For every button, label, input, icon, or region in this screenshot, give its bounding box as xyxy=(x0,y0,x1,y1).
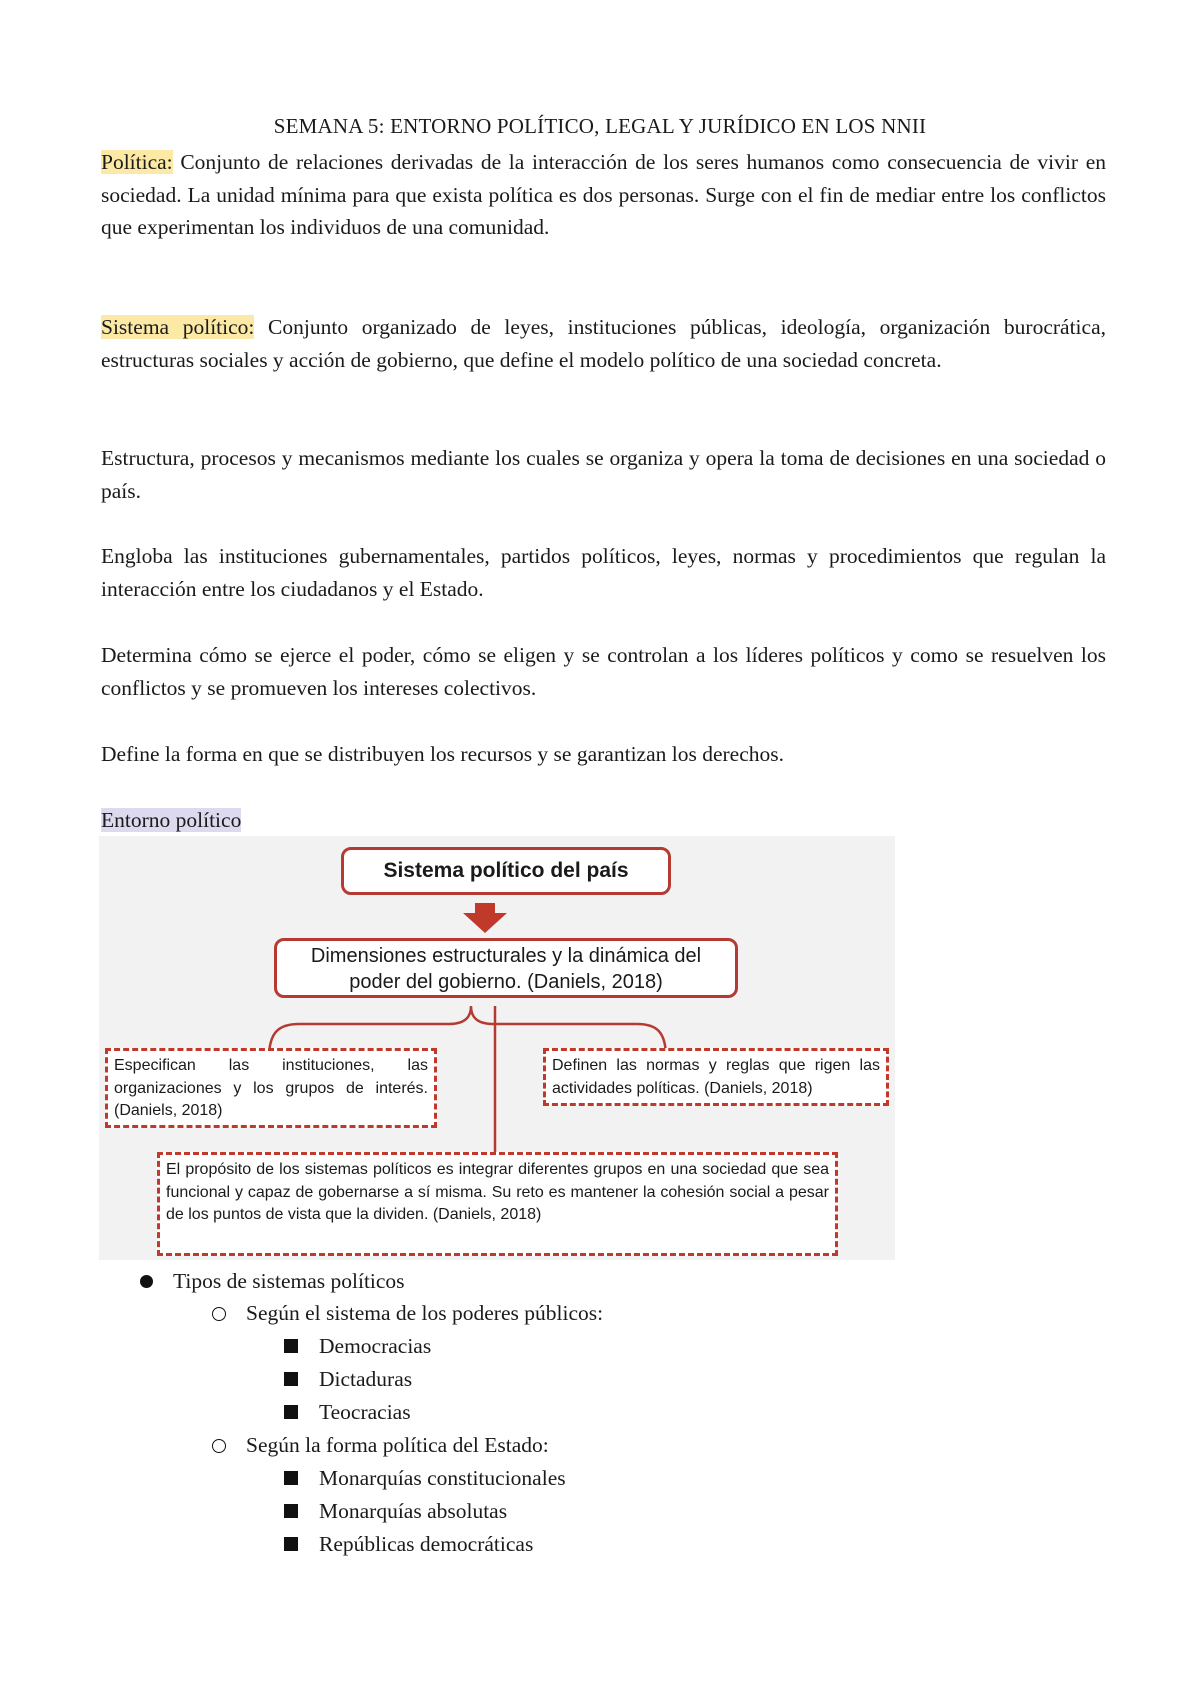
bottom-box xyxy=(157,1152,838,1256)
list-item: Monarquías absolutas xyxy=(319,1499,508,1523)
paragraph-estructura: Estructura, procesos y mecanismos mediante los cuales se organiza y opera la toma de decisiones en una sociedad o país. xyxy=(101,446,1106,503)
middle-box xyxy=(274,938,738,998)
definition-politica: Conjunto de relaciones derivadas de la interacción de los seres humanos como consecuencia de vivir en sociedad. La unidad mínima para que exista política es dos personas. Surge con el fin de mediar entre los conflictos que experimentan los individuos de una comunidad. xyxy=(101,150,1106,239)
left-box-text: Especifican las instituciones, las organizaciones y los grupos de interés. (Daniels, 2018) xyxy=(114,1057,428,1119)
square-bullet-icon xyxy=(284,1405,298,1419)
square-bullet-icon xyxy=(284,1372,298,1386)
bottom-box-text: El propósito de los sistemas políticos es integrar diferentes grupos en una sociedad que sea funcional y capaz de gobernarse a sí misma. Su reto es mantener la cohesión social a pesar de los puntos de vista que la dividen. (Daniels, 2018) xyxy=(166,1161,829,1223)
paragraph-sistema-politico xyxy=(101,311,1106,376)
left-box xyxy=(105,1048,437,1128)
right-box xyxy=(543,1048,889,1106)
paragraph-politica xyxy=(101,146,1106,244)
square-bullet-icon xyxy=(284,1471,298,1485)
list-item: Monarquías constitucionales xyxy=(319,1466,566,1490)
list-item: Dictaduras xyxy=(319,1367,413,1391)
list-item: Repúblicas democráticas xyxy=(319,1532,534,1556)
middle-box-line2: poder del gobierno. (Daniels, 2018) xyxy=(349,971,663,993)
term-sistema-politico: Sistema político: xyxy=(101,315,255,339)
disc-bullet-icon xyxy=(140,1275,153,1288)
right-box-text: Definen las normas y reglas que rigen las actividades políticas. (Daniels, 2018) xyxy=(552,1057,880,1097)
list-group-label: Según el sistema de los poderes públicos: xyxy=(246,1301,604,1325)
square-bullet-icon xyxy=(284,1339,298,1353)
political-system-diagram xyxy=(99,836,895,1260)
square-bullet-icon xyxy=(284,1537,298,1551)
square-bullet-icon xyxy=(284,1504,298,1518)
paragraph-define: Define la forma en que se distribuyen los recursos y se garantizan los derechos. xyxy=(101,742,784,766)
list-group-label: Según la forma política del Estado: xyxy=(246,1433,549,1457)
section-heading xyxy=(101,804,241,837)
list-item: Teocracias xyxy=(319,1400,411,1424)
down-arrow-icon xyxy=(463,903,507,933)
term-politica: Política: xyxy=(101,150,173,174)
top-box-label: Sistema político del país xyxy=(383,859,629,882)
circle-bullet-icon xyxy=(212,1439,226,1453)
middle-box-line1: Dimensiones estructurales y la dinámica del xyxy=(310,945,702,967)
page-title: SEMANA 5: ENTORNO POLÍTICO, LEGAL Y JURÍDICO EN LOS NNII xyxy=(273,114,927,138)
section-heading-label: Entorno político xyxy=(101,808,242,832)
list-item: Democracias xyxy=(319,1334,432,1358)
definition-sistema-politico: Conjunto organizado de leyes, instituciones públicas, ideología, organización burocrática, estructuras sociales y acción de gobierno, que define el modelo político de una sociedad concreta. xyxy=(101,315,1106,372)
circle-bullet-icon xyxy=(212,1307,226,1321)
list-heading: Tipos de sistemas políticos xyxy=(173,1269,405,1293)
top-box xyxy=(341,847,671,895)
paragraph-engloba: Engloba las instituciones gubernamentales, partidos políticos, leyes, normas y procedimientos que regulan la interacción entre los ciudadanos y el Estado. xyxy=(101,544,1106,601)
paragraph-determina: Determina cómo se ejerce el poder, cómo se eligen y se controlan a los líderes políticos y como se resuelven los conflictos y se promueven los intereses colectivos. xyxy=(101,643,1106,700)
